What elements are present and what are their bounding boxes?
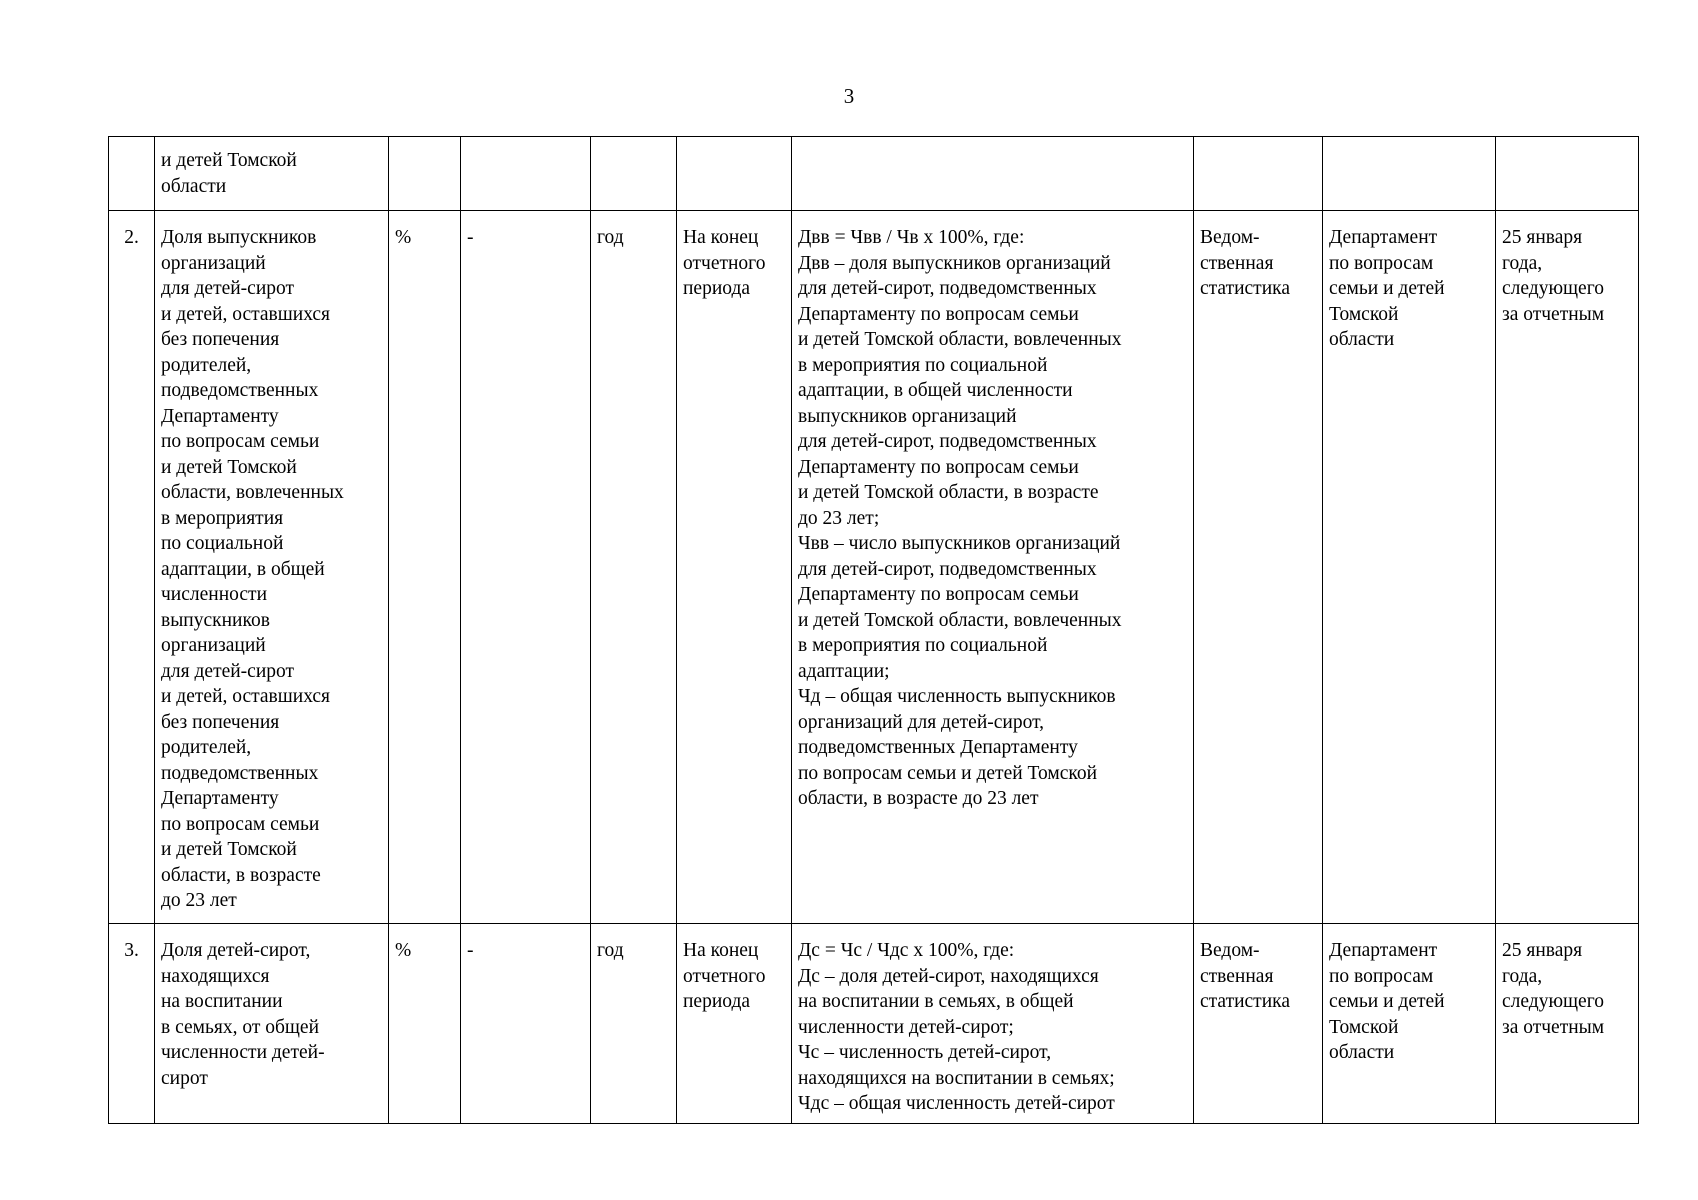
cell-indicator-name: и детей Томской области	[155, 137, 389, 211]
cell-unit: %	[389, 211, 461, 924]
cell-source: Ведом- ственная статистика	[1194, 924, 1323, 1124]
cell-unit: %	[389, 924, 461, 1124]
cell-number: 2.	[109, 211, 155, 924]
cell-source: Ведом- ственная статистика	[1194, 211, 1323, 924]
cell-direction: -	[461, 924, 591, 1124]
cell-number	[109, 137, 155, 211]
cell-unit	[389, 137, 461, 211]
cell-moment	[677, 137, 792, 211]
table-row	[109, 137, 1639, 211]
cell-direction	[461, 137, 591, 211]
page-number: 3	[843, 84, 855, 108]
cell-moment: На конец отчетного периода	[677, 211, 792, 924]
cell-moment: На конец отчетного периода	[677, 924, 792, 1124]
cell-formula: Двв = Чвв / Чв х 100%, где: Двв – доля выпускников организаций для детей-сирот, подведомственных Департаменту по вопросам семьи и детей Томской области, вовлеченных в мероприятия по социальной адаптации, в общей численности выпускников организаций для детей-сирот, подведомственных Департаменту по вопросам семьи и детей Томской области, в возрасте до 23 лет; Чвв – число выпускников организаций для детей-сирот, подведомственных Департаменту по вопросам семьи и детей Томской области, вовлеченных в мероприятия по социальной адаптации; Чд – общая численность выпускников организаций для детей-сирот, подведомственных Департаменту по вопросам семьи и детей Томской области, в возрасте до 23 лет	[792, 211, 1194, 924]
cell-indicator-name: Доля выпускников организаций для детей-сирот и детей, оставшихся без попечения родителей, подведомственных Департаменту по вопросам семьи и детей Томской области, вовлеченных в мероприятия по социальной адаптации, в общей численности выпускников организаций для детей-сирот и детей, оставшихся без попечения родителей, подведомственных Департаменту по вопросам семьи и детей Томской области, в возрасте до 23 лет	[155, 211, 389, 924]
cell-direction: -	[461, 211, 591, 924]
cell-deadline: 25 января года, следующего за отчетным	[1496, 211, 1639, 924]
table-row	[109, 924, 1639, 1124]
indicators-table	[108, 136, 1639, 1124]
cell-periodicity: год	[591, 211, 677, 924]
cell-periodicity: год	[591, 924, 677, 1124]
cell-formula: Дс = Чс / Чдс х 100%, где: Дс – доля детей-сирот, находящихся на воспитании в семьях, в общей численности детей-сирот; Чс – численность детей-сирот, находящихся на воспитании в семьях; Чдс – общая численность детей-сирот	[792, 924, 1194, 1124]
table-row	[109, 211, 1639, 924]
cell-responsible: Департамент по вопросам семьи и детей Томской области	[1323, 211, 1496, 924]
cell-responsible: Департамент по вопросам семьи и детей Томской области	[1323, 924, 1496, 1124]
cell-source	[1194, 137, 1323, 211]
cell-deadline	[1496, 137, 1639, 211]
cell-periodicity	[591, 137, 677, 211]
cell-indicator-name: Доля детей-сирот, находящихся на воспитании в семьях, от общей численности детей- сирот	[155, 924, 389, 1124]
cell-deadline: 25 января года, следующего за отчетным	[1496, 924, 1639, 1124]
cell-responsible	[1323, 137, 1496, 211]
cell-formula	[792, 137, 1194, 211]
cell-number: 3.	[109, 924, 155, 1124]
